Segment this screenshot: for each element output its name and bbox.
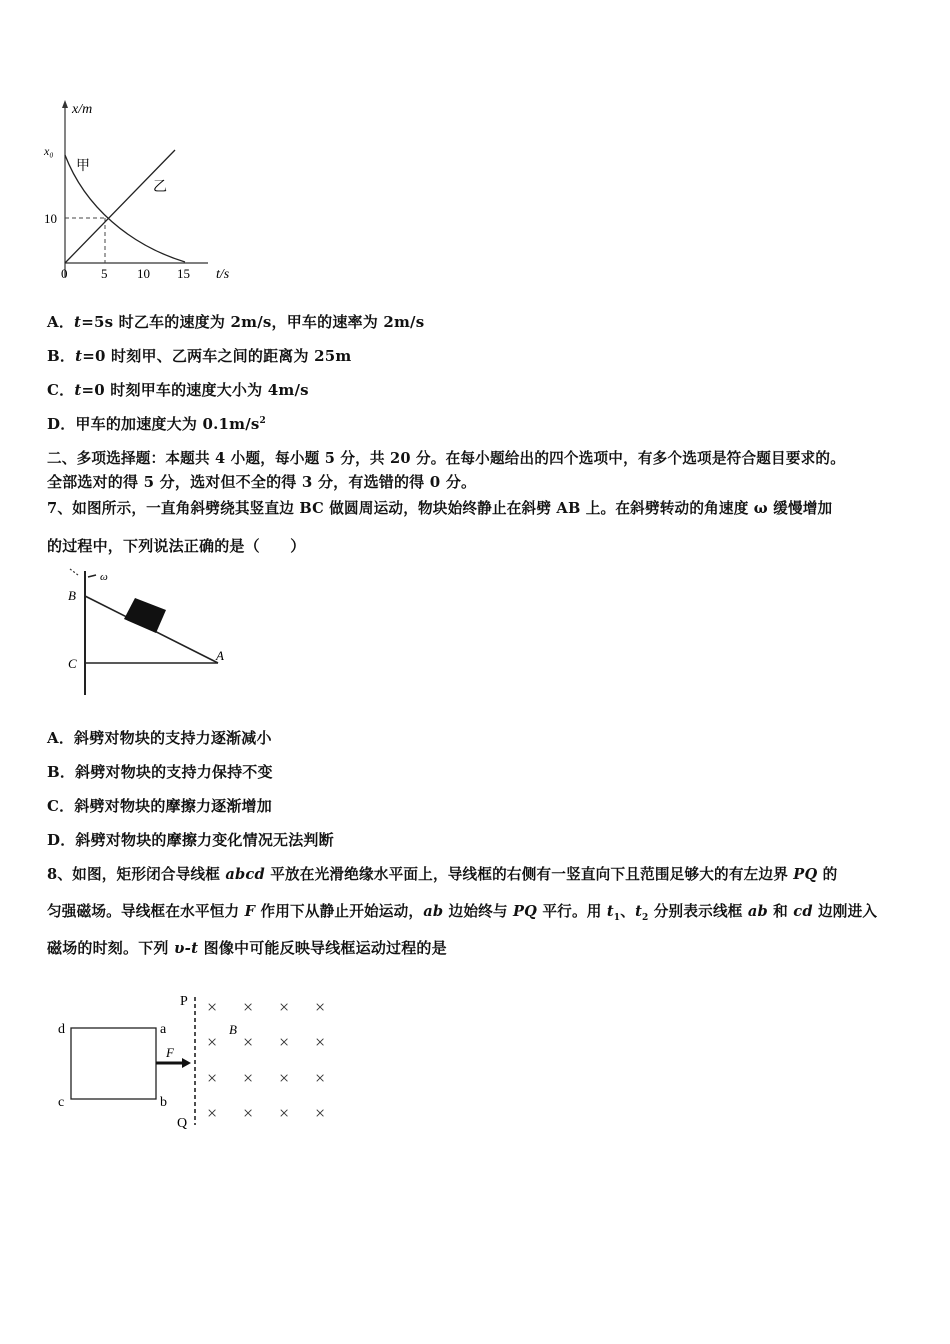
field-cross: × — [315, 997, 326, 1017]
q6-option-c — [47, 379, 309, 400]
var: PQ — [513, 903, 538, 920]
option-text: 斜劈对物块的支持力逐渐减小 — [74, 729, 272, 747]
x-tick-10: 10 — [137, 266, 150, 281]
label-c: C — [68, 656, 77, 671]
field-cross: × — [207, 997, 218, 1017]
field-cross: × — [243, 1068, 254, 1088]
var-t: t — [74, 381, 82, 399]
text: 平行。用 — [537, 903, 607, 920]
label-a: a — [160, 1022, 167, 1037]
wire-loop — [71, 1028, 156, 1099]
text: 磁场的时刻。下列 — [47, 939, 175, 957]
option-text: 斜劈对物块的支持力保持不变 — [75, 763, 273, 781]
line-yi-label: 乙 — [153, 180, 167, 195]
q6-option-a — [47, 311, 424, 332]
field-cross: × — [243, 1032, 254, 1052]
magnetic-field-figure — [50, 985, 350, 1135]
section2-line2: 全部选对的得 5 分，选对但不全的得 3 分，有选错的得 0 分。 — [47, 473, 477, 491]
label-b-field: B — [229, 1022, 237, 1037]
var: ab — [747, 903, 768, 920]
curve-jia-label: 甲 — [76, 159, 90, 174]
q7-option-d — [47, 829, 334, 850]
label-a: A — [216, 648, 224, 663]
var: cd — [793, 903, 813, 920]
q7-stem-line1: 7、如图所示，一直角斜劈绕其竖直边 BC 做圆周运动，物块始终静止在斜劈 AB 上。在斜劈转动的角速度 ω 缓慢增加 — [47, 500, 833, 517]
option-text: 斜劈对物块的摩擦力逐渐增加 — [74, 797, 272, 815]
y-axis-arrow — [62, 100, 68, 108]
text: 边始终与 — [443, 903, 513, 920]
field-cross: × — [243, 997, 254, 1017]
label-b: B — [68, 588, 76, 603]
var: υ-t — [174, 939, 199, 957]
x-axis-label: t/s — [216, 267, 230, 282]
var-t: t — [74, 313, 82, 331]
q6-option-d — [47, 413, 266, 434]
y-tick-10: 10 — [44, 211, 57, 226]
q7-option-a — [47, 727, 272, 748]
text: 分别表示线框 — [648, 903, 748, 920]
x-tick-0: 0 — [61, 266, 68, 281]
text: 、 — [620, 903, 636, 920]
label-b: b — [160, 1095, 167, 1110]
var: t — [635, 903, 643, 920]
option-letter: A． — [47, 729, 75, 747]
superscript: 2 — [259, 416, 267, 426]
var: ab — [423, 903, 444, 920]
xt-graph — [40, 95, 250, 285]
option-letter: C． — [47, 797, 75, 815]
field-cross: × — [243, 1103, 254, 1123]
field-cross: × — [279, 997, 290, 1017]
field-cross: × — [207, 1103, 218, 1123]
option-letter: C． — [47, 381, 75, 399]
text: 8、如图，矩形闭合导线框 — [47, 866, 226, 883]
option-letter: D． — [47, 831, 76, 849]
var: abcd — [225, 866, 265, 883]
omega-label: ω — [100, 571, 108, 583]
q8-stem-line3 — [47, 937, 447, 958]
option-letter: D． — [47, 415, 76, 433]
field-cross: × — [315, 1068, 326, 1088]
block — [124, 598, 166, 633]
option-text: 斜劈对物块的摩擦力变化情况无法判断 — [75, 831, 334, 849]
text: 匀强磁场。导线框在水平恒力 — [47, 903, 245, 920]
subscript: 1 — [613, 912, 621, 923]
section2-line1: 二、多项选择题：本题共 4 小题，每小题 5 分，共 20 分。在每小题给出的四个选项中，有多个选项是符合题目要求的。 — [47, 450, 845, 467]
label-c: c — [58, 1095, 65, 1110]
option-letter: B． — [47, 347, 76, 365]
var-t: t — [75, 347, 83, 365]
option-text: =0 时刻甲、乙两车之间的距离为 25m — [82, 347, 352, 365]
text: 边刚进入 — [812, 903, 878, 920]
q7-option-c — [47, 795, 272, 816]
label-d: d — [58, 1022, 65, 1037]
q7-option-b — [47, 761, 273, 782]
field-cross: × — [207, 1068, 218, 1088]
option-letter: A． — [47, 313, 75, 331]
text: 和 — [767, 903, 794, 920]
var: PQ — [793, 866, 818, 883]
q7-stem-line2: 的过程中，下列说法正确的是（ ） — [47, 537, 306, 555]
field-cross: × — [279, 1068, 290, 1088]
option-text: =5s 时乙车的速度为 2m/s，甲车的速率为 2m/s — [81, 313, 425, 331]
subscript: 2 — [642, 912, 649, 923]
x0-label: x₀ — [44, 144, 54, 158]
wedge-figure — [60, 565, 240, 700]
x-tick-5: 5 — [101, 266, 108, 281]
text: 作用下从静止开始运动， — [255, 903, 424, 920]
axis-dash — [70, 569, 78, 575]
option-text: =0 时刻甲车的速度大小为 4m/s — [81, 381, 309, 399]
var: F — [244, 903, 256, 920]
q8-stem-line2 — [47, 900, 877, 923]
omega-arrow — [88, 575, 96, 577]
y-axis-label: x/m — [72, 102, 93, 117]
x-tick-15: 15 — [177, 266, 190, 281]
field-cross: × — [207, 1032, 218, 1052]
q6-option-b — [47, 345, 351, 366]
text: 图像中可能反映导线框运动过程的是 — [198, 939, 447, 957]
field-cross: × — [315, 1103, 326, 1123]
field-crosses — [207, 997, 325, 1123]
var: t — [606, 903, 614, 920]
field-cross: × — [315, 1032, 326, 1052]
q8-stem-line1 — [47, 863, 837, 884]
field-cross: × — [279, 1103, 290, 1123]
text: 平放在光滑绝缘水平面上，导线框的右侧有一竖直向下且范围足够大的有左边界 — [264, 866, 794, 883]
text: 的 — [817, 866, 838, 883]
option-letter: B． — [47, 763, 76, 781]
force-arrowhead — [182, 1058, 191, 1068]
label-p: P — [180, 994, 188, 1009]
label-f: F — [166, 1045, 174, 1060]
option-text: 甲车的加速度大为 0.1m/s — [75, 415, 260, 433]
field-cross: × — [279, 1032, 290, 1052]
label-q: Q — [177, 1116, 188, 1131]
